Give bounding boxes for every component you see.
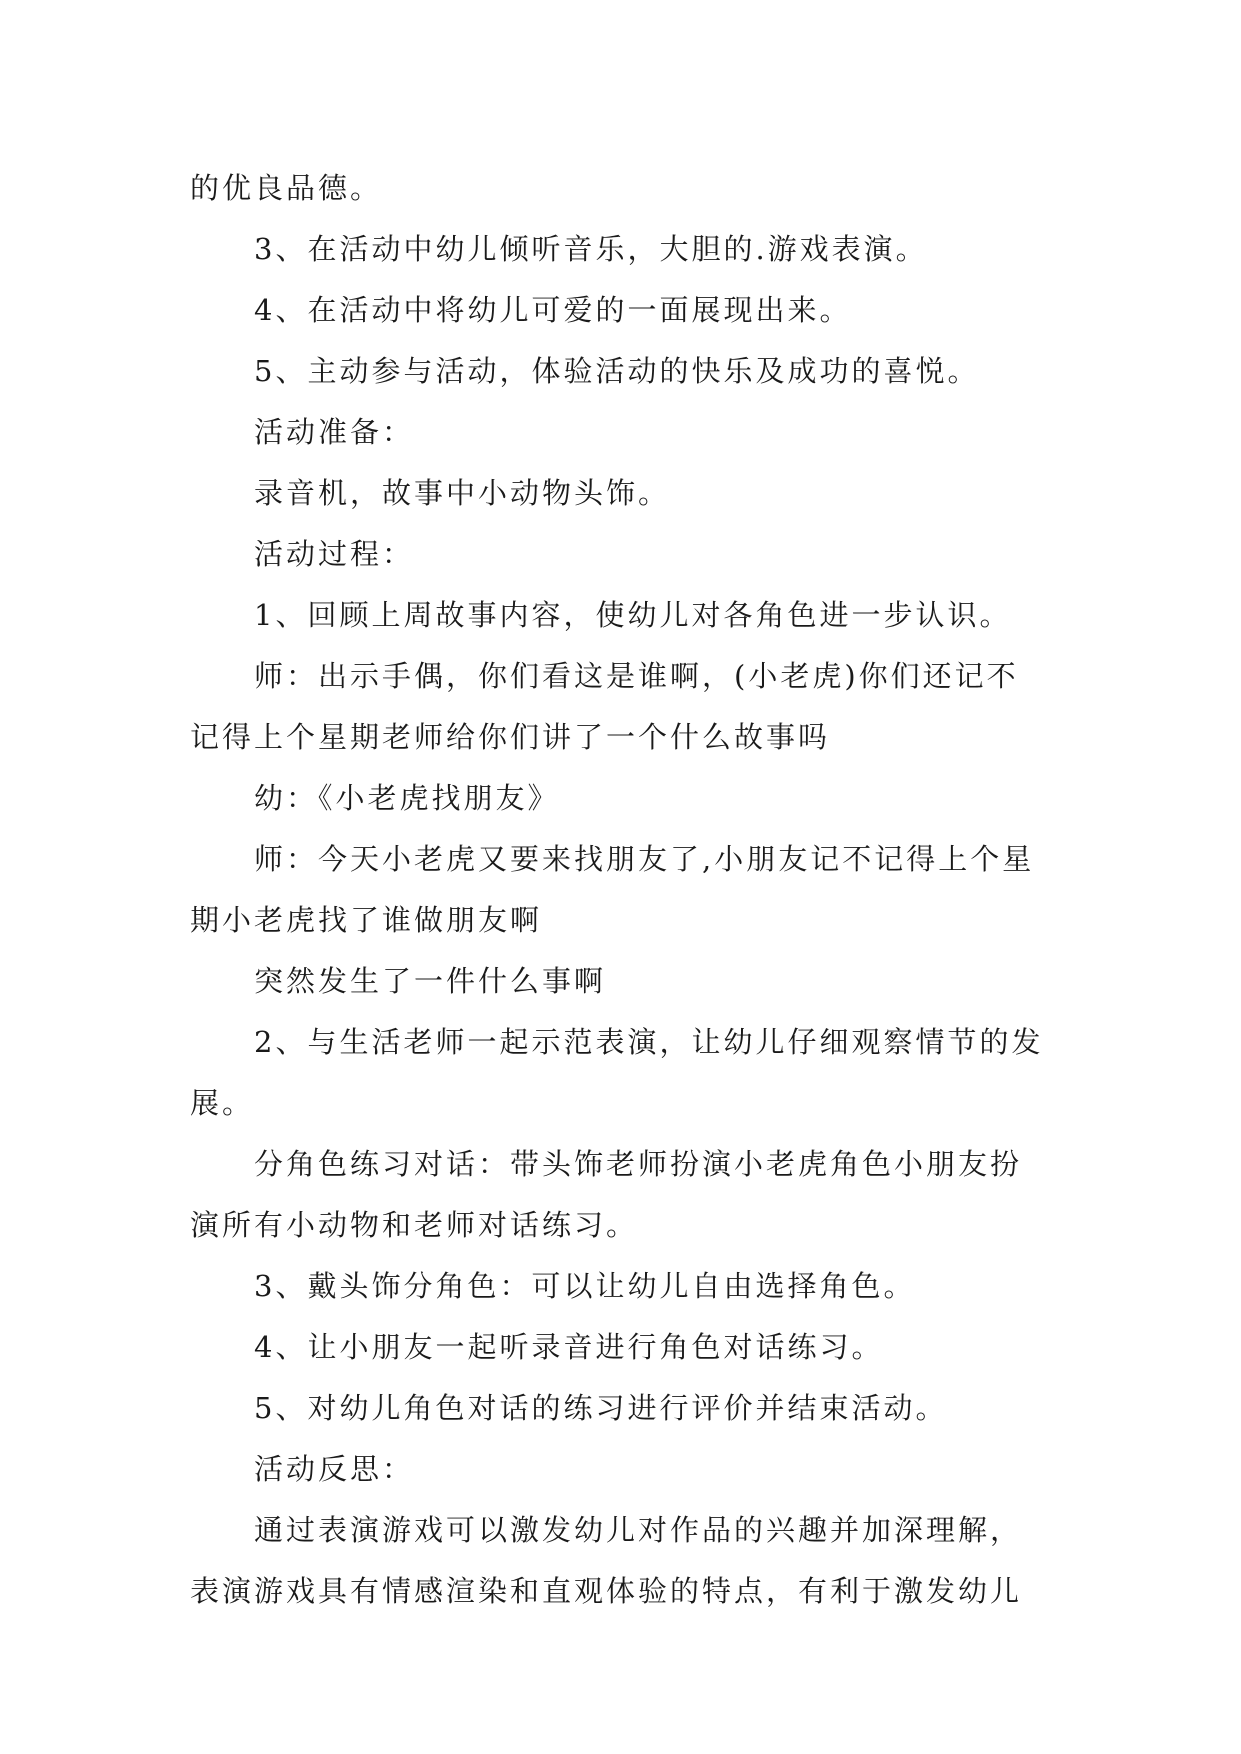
paragraph: 5、主动参与活动，体验活动的快乐及成功的喜悦。 <box>254 354 980 388</box>
paragraph: 4、在活动中将幼儿可爱的一面展现出来。 <box>254 293 852 327</box>
paragraph: 的优良品德。 <box>190 171 383 205</box>
section-heading: 活动过程： <box>254 537 415 571</box>
paragraph: 4、让小朋友一起听录音进行角色对话练习。 <box>254 1330 884 1364</box>
paragraph: 录音机，故事中小动物头饰。 <box>254 476 671 510</box>
paragraph: 幼：《小老虎找朋友》 <box>254 781 560 815</box>
paragraph: 分角色练习对话：带头饰老师扮演小老虎角色小朋友扮演所有小动物和老师对话练习。 <box>190 1147 1023 1242</box>
document-body <box>190 158 1050 1622</box>
paragraph: 师：今天小老虎又要来找朋友了,小朋友记不记得上个星期小老虎找了谁做朋友啊 <box>190 842 1035 937</box>
paragraph: 突然发生了一件什么事啊 <box>254 964 607 998</box>
paragraph: 3、戴头饰分角色：可以让幼儿自由选择角色。 <box>254 1269 916 1303</box>
paragraph: 2、与生活老师一起示范表演，让幼儿仔细观察情节的发展。 <box>190 1025 1044 1120</box>
paragraph: 3、在活动中幼儿倾听音乐，大胆的.游戏表演。 <box>254 232 928 266</box>
section-heading: 活动反思： <box>254 1452 415 1486</box>
paragraph: 通过表演游戏可以激发幼儿对作品的兴趣并加深理解，表演游戏具有情感渲染和直观体验的特点，有利于激发幼儿 <box>190 1513 1023 1608</box>
paragraph: 师：出示手偶，你们看这是谁啊，(小老虎)你们还记不记得上个星期老师给你们讲了一个什么故事吗 <box>190 659 1019 754</box>
paragraph: 1、回顾上周故事内容，使幼儿对各角色进一步认识。 <box>254 598 1012 632</box>
paragraph: 5、对幼儿角色对话的练习进行评价并结束活动。 <box>254 1391 948 1425</box>
section-heading: 活动准备： <box>254 415 415 449</box>
